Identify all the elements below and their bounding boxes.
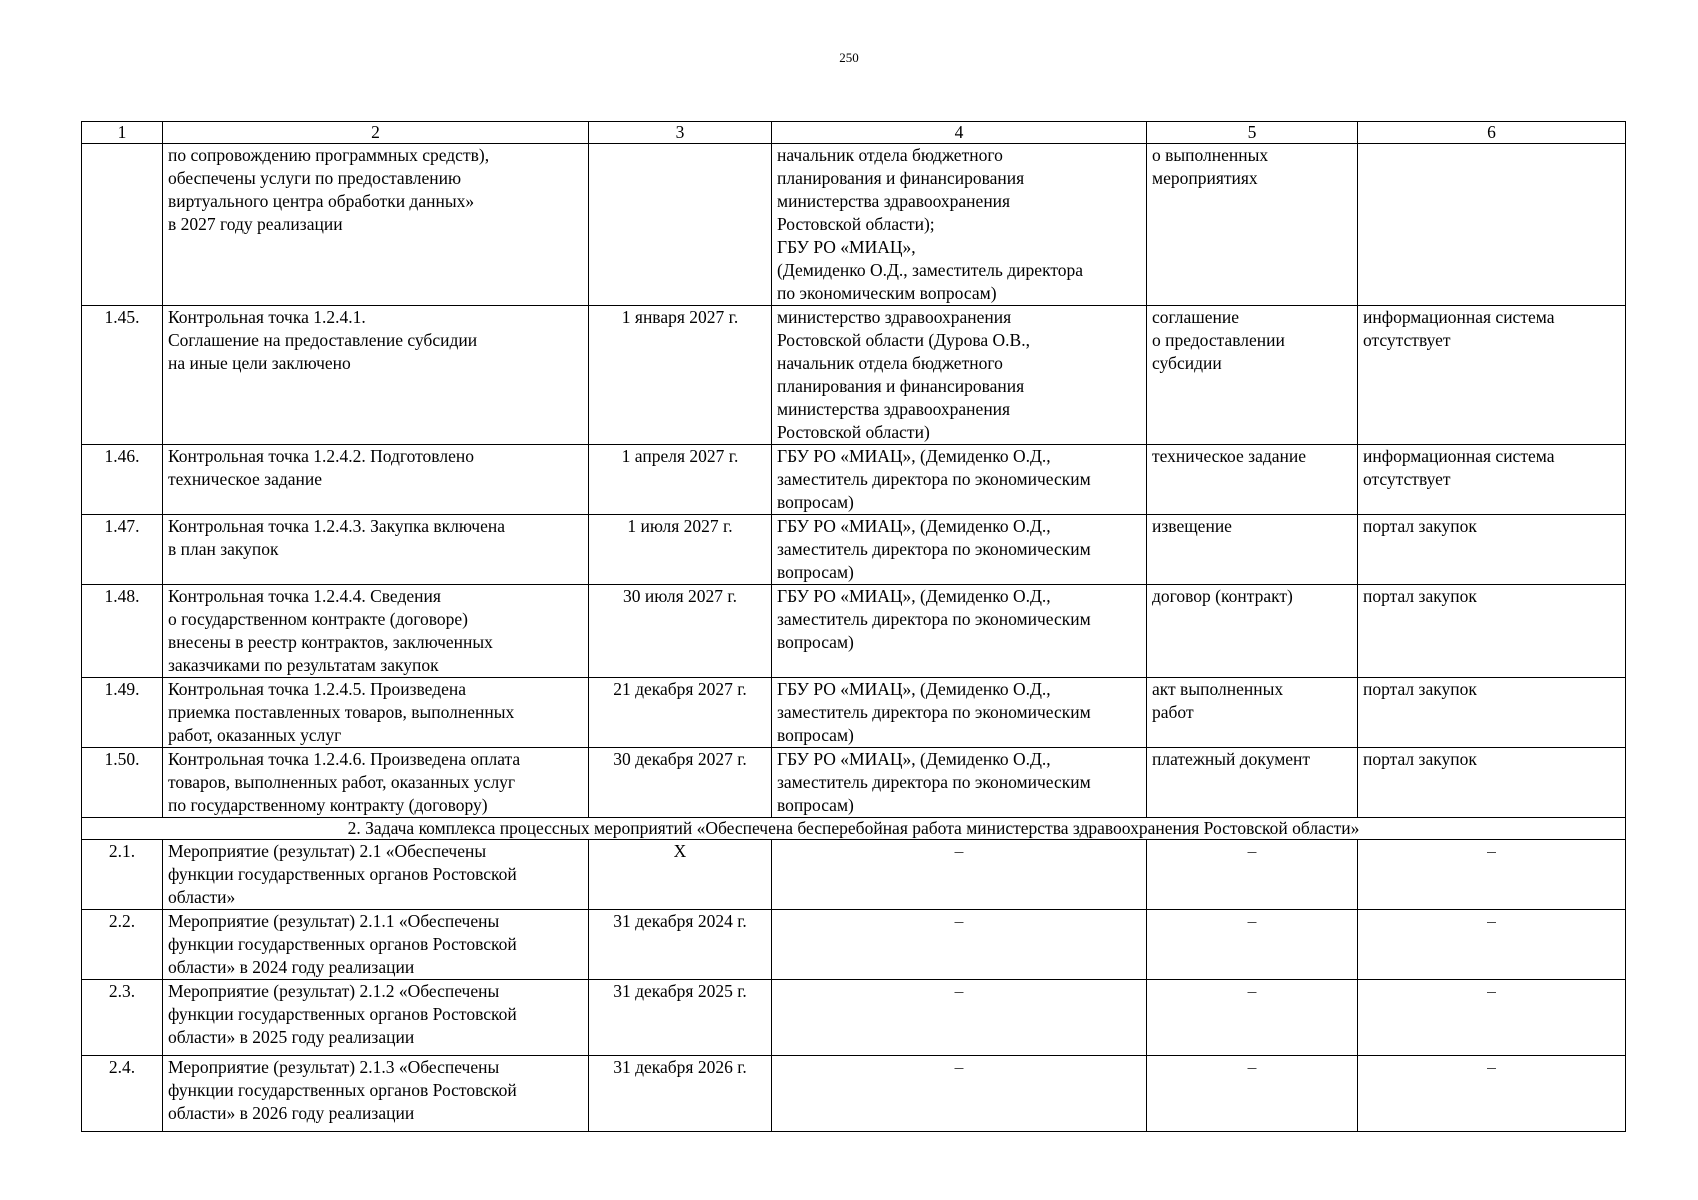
table-row: [82, 840, 1626, 910]
row-system: –: [1358, 910, 1626, 980]
continuation-document: о выполненных мероприятиях: [1147, 144, 1358, 306]
row-name: Мероприятие (результат) 2.1.1 «Обеспечены функции государственных органов Ростовской области» в 2024 году реализации: [163, 910, 589, 980]
column-header-4: 4: [772, 122, 1147, 144]
table-row: [82, 678, 1626, 748]
row-number: 2.2.: [82, 910, 163, 980]
continuation-responsible: начальник отдела бюджетного планирования и финансирования министерства здравоохранения Ростовской области); ГБУ РО «МИАЦ», (Демиденко О.Д., заместитель директора по экономическим вопросам): [772, 144, 1147, 306]
row-name: Контрольная точка 1.2.4.2. Подготовлено техническое задание: [163, 445, 589, 515]
continuation-name: по сопровождению программных средств), обеспечены услуги по предоставлению виртуального центра обработки данных» в 2027 году реализации: [163, 144, 589, 306]
row-document: –: [1147, 980, 1358, 1056]
column-header-3: 3: [589, 122, 772, 144]
section-row: [82, 818, 1626, 840]
row-system: –: [1358, 1056, 1626, 1132]
row-responsible: –: [772, 840, 1147, 910]
row-date: 21 декабря 2027 г.: [589, 678, 772, 748]
column-header-2: 2: [163, 122, 589, 144]
row-name: Мероприятие (результат) 2.1.2 «Обеспечены функции государственных органов Ростовской области» в 2025 году реализации: [163, 980, 589, 1056]
row-number: 2.3.: [82, 980, 163, 1056]
row-responsible: –: [772, 980, 1147, 1056]
row-system: информационная система отсутствует: [1358, 306, 1626, 445]
row-document: соглашение о предоставлении субсидии: [1147, 306, 1358, 445]
table-row: [82, 445, 1626, 515]
row-responsible: ГБУ РО «МИАЦ», (Демиденко О.Д., заместитель директора по экономическим вопросам): [772, 748, 1147, 818]
row-date: 31 декабря 2026 г.: [589, 1056, 772, 1132]
row-number: 2.4.: [82, 1056, 163, 1132]
row-responsible: ГБУ РО «МИАЦ», (Демиденко О.Д., заместитель директора по экономическим вопросам): [772, 515, 1147, 585]
row-responsible: –: [772, 910, 1147, 980]
row-document: договор (контракт): [1147, 585, 1358, 678]
continuation-row: [82, 144, 1626, 306]
row-responsible: ГБУ РО «МИАЦ», (Демиденко О.Д., заместитель директора по экономическим вопросам): [772, 585, 1147, 678]
row-date: 1 апреля 2027 г.: [589, 445, 772, 515]
row-system: портал закупок: [1358, 515, 1626, 585]
row-document: –: [1147, 910, 1358, 980]
row-name: Мероприятие (результат) 2.1.3 «Обеспечены функции государственных органов Ростовской области» в 2026 году реализации: [163, 1056, 589, 1132]
row-document: –: [1147, 840, 1358, 910]
row-document: платежный документ: [1147, 748, 1358, 818]
table-row: [82, 585, 1626, 678]
table-row: [82, 748, 1626, 818]
row-date: 30 декабря 2027 г.: [589, 748, 772, 818]
column-header-5: 5: [1147, 122, 1358, 144]
page-number: 250: [839, 50, 859, 65]
row-name: Контрольная точка 1.2.4.1. Соглашение на предоставление субсидии на иные цели заключено: [163, 306, 589, 445]
continuation-date: [589, 144, 772, 306]
row-responsible: ГБУ РО «МИАЦ», (Демиденко О.Д., заместитель директора по экономическим вопросам): [772, 678, 1147, 748]
table-row: [82, 515, 1626, 585]
row-responsible: министерство здравоохранения Ростовской области (Дурова О.В., начальник отдела бюджетного планирования и финансирования министерства здравоохранения Ростовской области): [772, 306, 1147, 445]
row-system: портал закупок: [1358, 678, 1626, 748]
row-date: 1 января 2027 г.: [589, 306, 772, 445]
row-responsible: ГБУ РО «МИАЦ», (Демиденко О.Д., заместитель директора по экономическим вопросам): [772, 445, 1147, 515]
column-header-6: 6: [1358, 122, 1626, 144]
row-date: 1 июля 2027 г.: [589, 515, 772, 585]
row-date: 30 июля 2027 г.: [589, 585, 772, 678]
table-row: [82, 306, 1626, 445]
row-date: 31 декабря 2025 г.: [589, 980, 772, 1056]
row-document: извещение: [1147, 515, 1358, 585]
table-row: [82, 910, 1626, 980]
row-document: акт выполненных работ: [1147, 678, 1358, 748]
row-number: 1.50.: [82, 748, 163, 818]
row-system: портал закупок: [1358, 585, 1626, 678]
section-title: 2. Задача комплекса процессных мероприятий «Обеспечена бесперебойная работа министерства здравоохранения Ростовской области»: [82, 818, 1626, 840]
row-document: –: [1147, 1056, 1358, 1132]
continuation-num: [82, 144, 163, 306]
row-name: Контрольная точка 1.2.4.6. Произведена оплата товаров, выполненных работ, оказанных услуг по государственному контракту (договору): [163, 748, 589, 818]
row-number: 1.45.: [82, 306, 163, 445]
table-row: [82, 1056, 1626, 1132]
row-number: 1.49.: [82, 678, 163, 748]
row-name: Контрольная точка 1.2.4.3. Закупка включена в план закупок: [163, 515, 589, 585]
row-system: –: [1358, 840, 1626, 910]
row-system: информационная система отсутствует: [1358, 445, 1626, 515]
column-number-header-row: [82, 122, 1626, 144]
row-system: портал закупок: [1358, 748, 1626, 818]
row-number: 1.46.: [82, 445, 163, 515]
row-name: Контрольная точка 1.2.4.4. Сведения о государственном контракте (договоре) внесены в реестр контрактов, заключенных заказчиками по результатам закупок: [163, 585, 589, 678]
row-document: техническое задание: [1147, 445, 1358, 515]
row-number: 1.47.: [82, 515, 163, 585]
row-date: 31 декабря 2024 г.: [589, 910, 772, 980]
row-number: 1.48.: [82, 585, 163, 678]
row-system: –: [1358, 980, 1626, 1056]
row-number: 2.1.: [82, 840, 163, 910]
plan-table: [81, 121, 1626, 1132]
column-header-1: 1: [82, 122, 163, 144]
row-name: Контрольная точка 1.2.4.5. Произведена приемка поставленных товаров, выполненных работ, оказанных услуг: [163, 678, 589, 748]
row-responsible: –: [772, 1056, 1147, 1132]
continuation-system: [1358, 144, 1626, 306]
row-name: Мероприятие (результат) 2.1 «Обеспечены функции государственных органов Ростовской области»: [163, 840, 589, 910]
row-date: X: [589, 840, 772, 910]
table-row: [82, 980, 1626, 1056]
